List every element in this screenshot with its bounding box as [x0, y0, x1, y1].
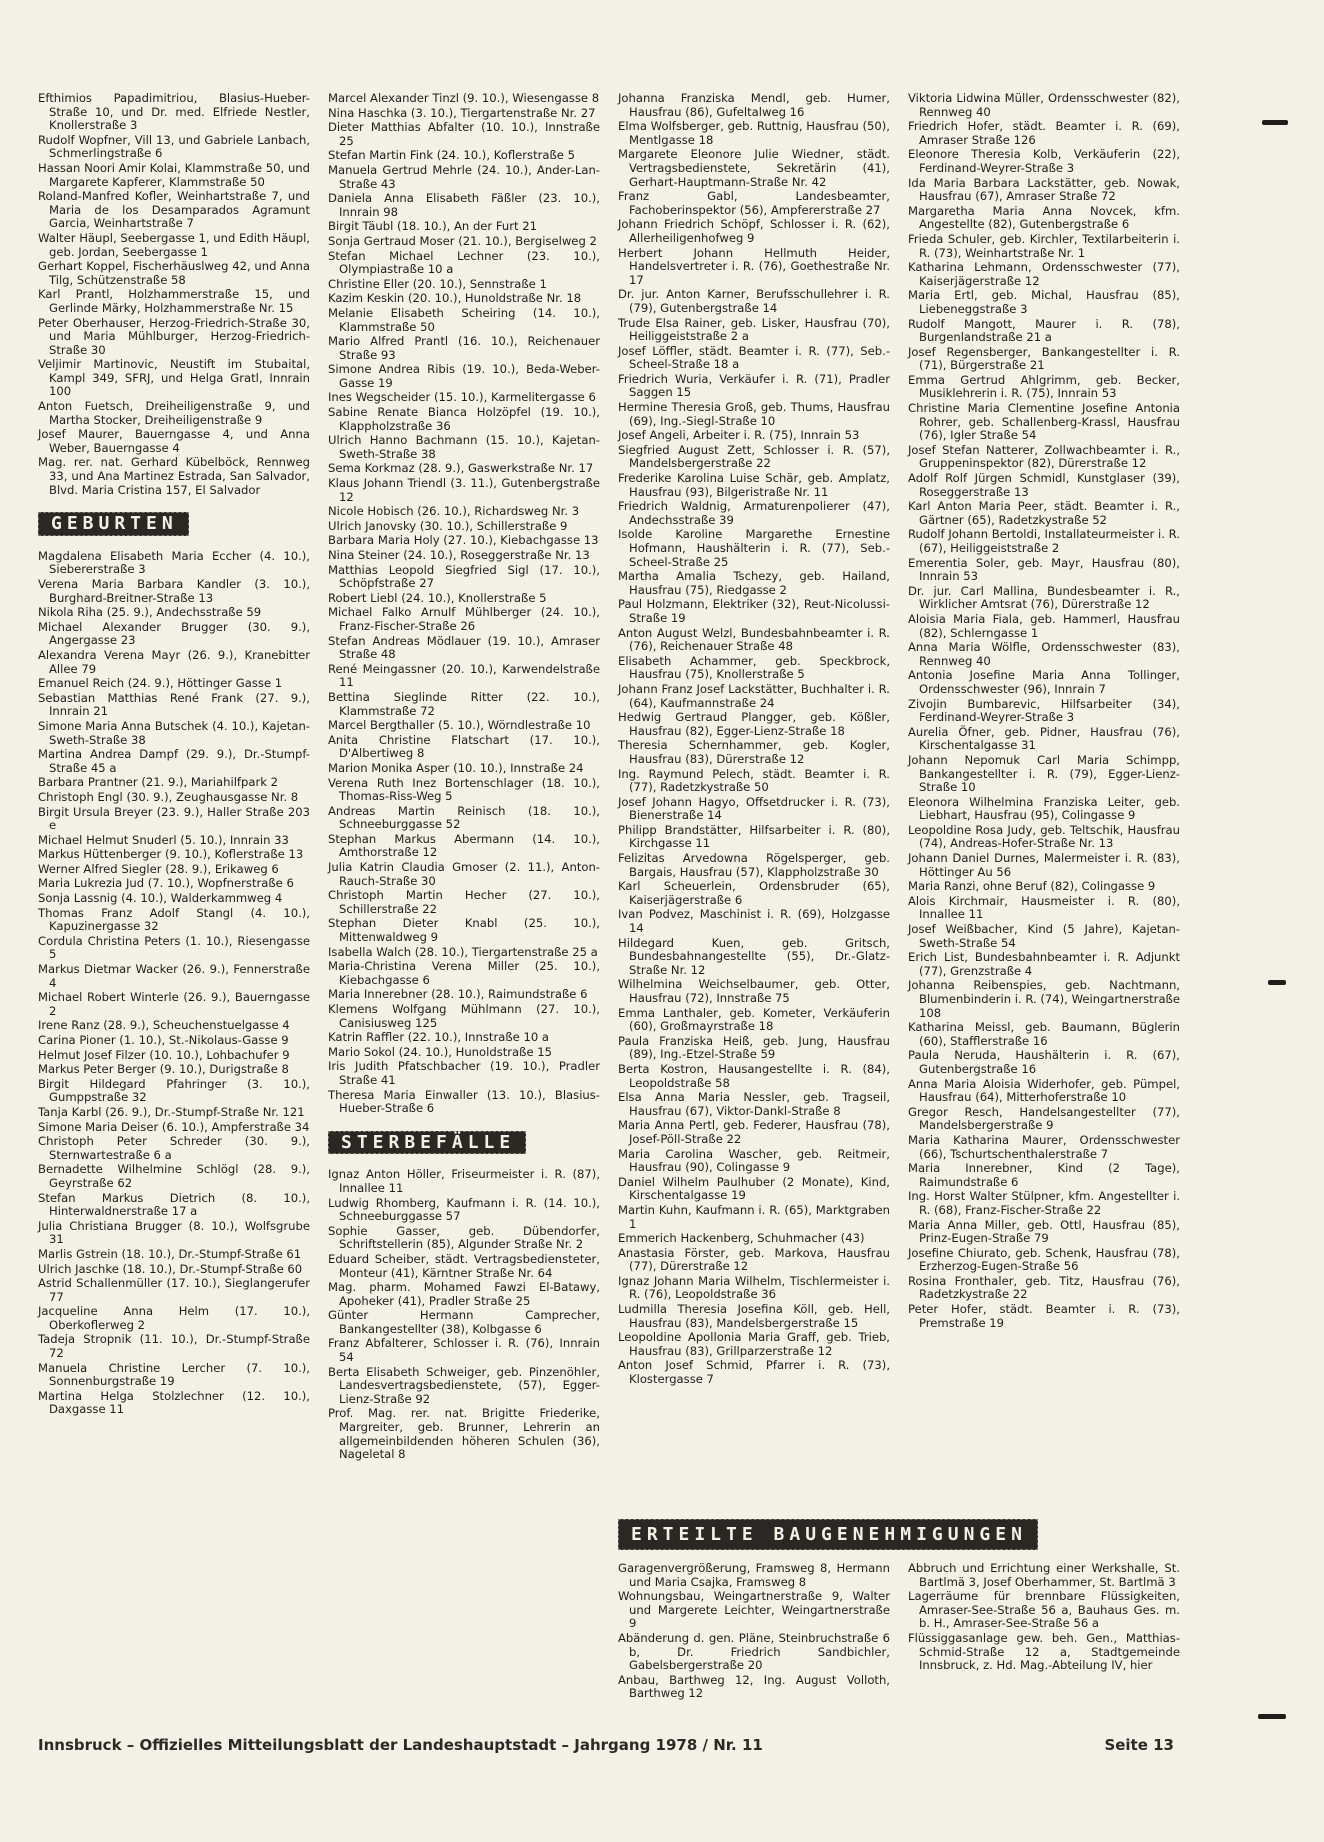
list-entry: Maria Innerebner (28. 10.), Raimundstraße 6: [328, 987, 588, 1002]
list-entry: Leopoldine Rosa Judy, geb. Teltschik, Hausfrau (74), Andreas-Hofer-Straße Nr. 13: [908, 822, 1180, 851]
list-entry: Dr. jur. Carl Mallina, Bundesbeamter i. R., Wirklicher Amtsrat (76), Dürerstraße 12: [908, 583, 1180, 612]
list-entry: Viktoria Lidwina Müller, Ordensschwester (82), Rennweg 40: [908, 91, 1180, 119]
list-entry: Johann Daniel Durnes, Malermeister i. R. (83), Höttinger Au 56: [908, 851, 1180, 879]
list-entry: Melanie Elisabeth Scheiring (14. 10.), Klammstraße 50: [328, 305, 600, 334]
list-entry: Mario Alfred Prantl (16. 10.), Reichenauer Straße 93: [328, 334, 600, 362]
list-entry: Christoph Peter Schreder (30. 9.), Sternwartestraße 6 a: [38, 1134, 310, 1162]
list-entry: Margaretha Maria Anna Novcek, kfm. Angestellte (82), Gutenbergstraße 6: [908, 203, 1180, 232]
list-entry: Mario Sokol (24. 10.), Hunoldstraße 15: [328, 1044, 553, 1059]
list-entry: Friedrich Wuria, Verkäufer i. R. (71), Pradler Saggen 15: [618, 371, 890, 400]
list-entry: Markus Peter Berger (9. 10.), Durigstraße 8: [38, 1062, 289, 1077]
list-entry: Theresia Schernhammer, geb. Kogler, Hausfrau (83), Dürerstraße 12: [618, 738, 890, 766]
births-heading: GEBURTEN: [38, 512, 189, 536]
deaths-list-continued-2: [908, 92, 1180, 1330]
list-entry: Johann Nepomuk Carl Maria Schimpp, Bankangestellter i. R. (79), Egger-Lienz-Straße 10: [908, 752, 1180, 795]
list-entry: Anton August Welzl, Bundesbahnbeamter i. R. (76), Reichenauer Straße 48: [618, 625, 890, 654]
list-entry: Irene Ranz (28. 9.), Scheuchenstuelgasse 4: [38, 1018, 290, 1033]
list-entry: Emma Lanthaler, geb. Kometer, Verkäuferin (60), Großmayrstraße 18: [618, 1005, 890, 1034]
list-entry: Maria Ertl, geb. Michal, Hausfrau (85), Liebeneggstraße 3: [908, 288, 1180, 316]
list-entry: Hildegard Kuen, geb. Gritsch, Bundesbahnangestellte (55), Dr.-Glatz-Straße Nr. 12: [618, 935, 890, 977]
list-entry: Anton Fuetsch, Dreiheiligenstraße 9, und Martha Stocker, Dreiheiligenstraße 9: [38, 399, 310, 427]
list-entry: Tadeja Stropnik (11. 10.), Dr.-Stumpf-Straße 72: [38, 1332, 310, 1361]
list-entry: Barbara Maria Holy (27. 10.), Kiebachgasse 13: [328, 533, 599, 548]
column-1: [38, 92, 310, 1418]
list-entry: Marion Monika Asper (10. 10.), Innstraße 24: [328, 760, 584, 775]
list-entry: Simone Maria Anna Butschek (4. 10.), Kajetan-Sweth-Straße 38: [38, 718, 310, 747]
list-entry: Eleonora Wilhelmina Franziska Leiter, geb. Liebhart, Hausfrau (95), Colingasse 9: [908, 794, 1180, 823]
list-entry: Mag. rer. nat. Gerhard Kübelböck, Rennweg 33, und Ana Martinez Estrada, San Salvador, Blvd. Maria Cristina 157, El Salvador: [38, 455, 310, 497]
list-entry: Daniela Anna Elisabeth Fäßler (23. 10.), Innrain 98: [328, 191, 600, 219]
list-entry: Marcel Alexander Tinzl (9. 10.), Wiesengasse 8: [328, 91, 600, 105]
list-entry: Werner Alfred Siegler (28. 9.), Erikaweg 6: [38, 861, 279, 876]
list-entry: Nicole Hobisch (26. 10.), Richardsweg Nr. 3: [328, 504, 580, 519]
list-entry: Birgit Hildegard Pfahringer (3. 10.), Gumppstraße 32: [38, 1076, 310, 1105]
page-footer: [38, 1736, 1174, 1754]
list-entry: Wohnungsbau, Weingartnerstraße 9, Walter und Margerete Leichter, Weingartnerstraße 9: [618, 1589, 890, 1631]
list-entry: Bettina Sieglinde Ritter (22. 10.), Klammstraße 72: [328, 689, 600, 718]
list-entry: Garagenvergrößerung, Framsweg 8, Hermann und Maria Csajka, Framsweg 8: [618, 1561, 890, 1589]
list-entry: Hedwig Gertraud Plangger, geb. Kößler, Hausfrau (82), Egger-Lienz-Straße 18: [618, 710, 890, 738]
list-entry: Robert Liebl (24. 10.), Knollerstraße 5: [328, 590, 547, 605]
list-entry: Ignaz Anton Höller, Friseurmeister i. R. (87), Innallee 11: [328, 1167, 600, 1195]
list-entry: Gregor Resch, Handelsangestellter (77), Mandelsbergerstraße 9: [908, 1104, 1180, 1133]
list-entry: Roland-Manfred Kofler, Weinhartstraße 7, und Maria de los Desamparados Agramunt Garcia, Weinhartstraße 7: [38, 189, 310, 231]
list-entry: Dr. jur. Anton Karner, Berufsschullehrer i. R. (79), Gutenbergstraße 14: [618, 287, 890, 315]
list-entry: Verena Ruth Inez Bortenschlager (18. 10.), Thomas-Riss-Weg 5: [328, 775, 600, 804]
list-entry: Katrin Raffler (22. 10.), Innstraße 10 a: [328, 1030, 549, 1045]
list-entry: Bernadette Wilhelmine Schlögl (28. 9.), Geyrstraße 62: [38, 1162, 310, 1190]
list-entry: Karl Anton Maria Peer, städt. Beamter i. R., Gärtner (65), Radetzkystraße 52: [908, 499, 1180, 527]
marriage-list: [38, 92, 310, 497]
list-entry: Eduard Scheiber, städt. Vertragsbediensteter, Monteur (41), Kärntner Straße Nr. 64: [328, 1251, 600, 1280]
column-3: [618, 92, 890, 1388]
list-entry: Rudolf Wopfner, Vill 13, und Gabriele Lanbach, Schmerlingstraße 6: [38, 132, 310, 161]
list-entry: Michael Robert Winterle (26. 9.), Bauerngasse 2: [38, 990, 310, 1018]
list-entry: Markus Hüttenberger (9. 10.), Koflerstraße 13: [38, 847, 304, 862]
list-entry: Ing. Horst Walter Stülpner, kfm. Angestellter i. R. (68), Franz-Fischer-Straße 22: [908, 1189, 1180, 1217]
list-entry: Marlis Gstrein (18. 10.), Dr.-Stumpf-Straße 61: [38, 1246, 302, 1261]
permits-column-2: [908, 1562, 1180, 1674]
list-entry: Ulrich Hanno Bachmann (15. 10.), Kajetan-Sweth-Straße 38: [328, 433, 600, 461]
list-entry: Stefan Markus Dietrich (8. 10.), Hinterwaldnerstraße 17 a: [38, 1190, 310, 1219]
list-entry: Klaus Johann Triendl (3. 11.), Gutenbergstraße 12: [328, 476, 600, 504]
list-entry: Ludmilla Theresia Josefina Köll, geb. Hell, Hausfrau (83), Mandelsbergerstraße 15: [618, 1302, 890, 1330]
list-entry: Efthimios Papadimitriou, Blasius-Hueber-Straße 10, und Dr. med. Elfriede Nestler, Knollerstraße 3: [38, 91, 310, 133]
list-entry: Johann Friedrich Schöpf, Schlosser i. R. (62), Allerheiligenhofweg 9: [618, 217, 890, 245]
list-entry: Verena Maria Barbara Kandler (3. 10.), Burghard-Breitner-Straße 13: [38, 577, 310, 605]
list-entry: Emanuel Reich (24. 9.), Höttinger Gasse 1: [38, 676, 283, 691]
list-entry: Christoph Engl (30. 9.), Zeughausgasse Nr. 8: [38, 789, 299, 804]
list-entry: Katharina Meissl, geb. Baumann, Büglerin (60), Stafflerstraße 16: [908, 1020, 1180, 1048]
list-entry: Erich List, Bundesbahnbeamter i. R. Adjunkt (77), Grenzstraße 4: [908, 950, 1180, 978]
deaths-heading: STERBEFÄLLE: [328, 1131, 526, 1155]
list-entry: Andreas Martin Reinisch (18. 10.), Schneeburggasse 52: [328, 803, 600, 832]
list-entry: Abbruch und Errichtung einer Werkshalle, St. Bartlmä 3, Josef Oberhammer, St. Bartlmä 3: [908, 1561, 1180, 1589]
list-entry: Maria Katharina Maurer, Ordensschwester (66), Tschurtschenthalerstraße 7: [908, 1132, 1180, 1161]
list-entry: Ines Wegscheider (15. 10.), Karmelitergasse 6: [328, 390, 596, 405]
list-entry: Franz Gabl, Landesbeamter, Fachoberinspektor (56), Ampfererstraße 27: [618, 189, 890, 217]
deaths-list: [328, 1168, 600, 1461]
scan-mark: [1268, 980, 1286, 985]
publication-line: Innsbruck – Offizielles Mitteilungsblatt der Landeshauptstadt – Jahrgang 1978 / Nr. 11: [38, 1736, 763, 1754]
list-entry: Elisabeth Achammer, geb. Speckbrock, Hausfrau (75), Knollerstraße 5: [618, 653, 890, 682]
list-entry: Aloisia Maria Fiala, geb. Hammerl, Hausfrau (82), Schlerngasse 1: [908, 611, 1180, 640]
list-entry: Josefine Chiurato, geb. Schenk, Hausfrau (78), Erzherzog-Eugen-Straße 56: [908, 1245, 1180, 1274]
list-entry: Ludwig Rhomberg, Kaufmann i. R. (14. 10.), Schneeburggasse 57: [328, 1195, 600, 1224]
list-entry: Martin Kuhn, Kaufmann i. R. (65), Marktgraben 1: [618, 1202, 890, 1231]
column-2: [328, 92, 600, 1463]
list-entry: Magdalena Elisabeth Maria Eccher (4. 10.), Siebererstraße 3: [38, 548, 310, 577]
list-entry: Elma Wolfsberger, geb. Ruttnig, Hausfrau (50), Mentlgasse 18: [618, 119, 890, 147]
list-entry: Michael Helmut Snuderl (5. 10.), Innrain 33: [38, 832, 289, 847]
list-entry: Herbert Johann Hellmuth Heider, Handelsvertreter i. R. (76), Goethestraße Nr. 17: [618, 245, 890, 287]
list-entry: Christine Eller (20. 10.), Sennstraße 1: [328, 276, 547, 291]
list-entry: Berta Elisabeth Schweiger, geb. Pinzenöhler, Landesvertragsbedienstete, (57), Egger-Lienz-Straße 92: [328, 1364, 600, 1406]
list-entry: Ida Maria Barbara Lackstätter, geb. Nowak, Hausfrau (67), Amraser Straße 72: [908, 175, 1180, 204]
list-entry: Josef Löffler, städt. Beamter i. R. (77), Seb.-Scheel-Straße 18 a: [618, 343, 890, 372]
permits-column-1: [618, 1562, 890, 1702]
list-entry: Anton Josef Schmid, Pfarrer i. R. (73), Klostergasse 7: [618, 1358, 890, 1387]
permits-heading: ERTEILTE BAUGENEHMIGUNGEN: [618, 1519, 1038, 1550]
list-entry: Friedrich Waldnig, Armaturenpolierer (47), Andechsstraße 39: [618, 499, 890, 527]
list-entry: Nina Haschka (3. 10.), Tiergartenstraße Nr. 27: [328, 105, 596, 120]
list-entry: Julia Christiana Brugger (8. 10.), Wolfsgrube 31: [38, 1218, 310, 1247]
list-entry: Dieter Matthias Abfalter (10. 10.), Innstraße 25: [328, 120, 600, 148]
list-entry: Trude Elsa Rainer, geb. Lisker, Hausfrau (70), Heiliggeiststraße 2 a: [618, 315, 890, 344]
list-entry: Rudolf Mangott, Maurer i. R. (78), Burgenlandstraße 21 a: [908, 316, 1180, 345]
list-entry: Stephan Markus Abermann (14. 10.), Amthorstraße 12: [328, 831, 600, 860]
list-entry: Matthias Leopold Siegfried Sigl (17. 10.), Schöpfstraße 27: [328, 562, 600, 591]
list-entry: Peter Oberhauser, Herzog-Friedrich-Straße 30, und Maria Mühlburger, Herzog-Friedrich-Straße 30: [38, 315, 310, 357]
list-entry: Frederike Karolina Luise Schär, geb. Amplatz, Hausfrau (93), Bilgeristraße Nr. 11: [618, 471, 890, 499]
list-entry: Maria Carolina Wascher, geb. Reitmeir, Hausfrau (90), Colingasse 9: [618, 1146, 890, 1175]
list-entry: Antonia Josefine Maria Anna Tollinger, Ordensschwester (96), Innrain 7: [908, 668, 1180, 696]
births-list-continued: [328, 92, 600, 1116]
list-entry: Josef Johann Hagyo, Offsetdrucker i. R. (73), Bienerstraße 14: [618, 794, 890, 823]
list-entry: Frieda Schuler, geb. Kirchler, Textilarbeiterin i. R. (73), Weinhartstraße Nr. 1: [908, 231, 1180, 260]
list-entry: Cordula Christina Peters (1. 10.), Riesengasse 5: [38, 933, 310, 962]
page-number: Seite 13: [1104, 1736, 1174, 1754]
list-entry: Julia Katrin Claudia Gmoser (2. 11.), Anton-Rauch-Straße 30: [328, 860, 600, 888]
list-entry: Josef Angeli, Arbeiter i. R. (75), Innrain 53: [618, 428, 860, 443]
list-entry: Friedrich Hofer, städt. Beamter i. R. (69), Amraser Straße 126: [908, 119, 1180, 147]
list-entry: Flüssiggasanlage gew. beh. Gen., Matthias-Schmid-Straße 12 a, Stadtgemeinde Innsbruck, z. Hd. Mag.-Abteilung IV, hier: [908, 1630, 1180, 1673]
column-4: [908, 92, 1180, 1331]
list-entry: Iris Judith Pfatschbacher (19. 10.), Pradler Straße 41: [328, 1059, 600, 1087]
list-entry: Karl Prantl, Holzhammerstraße 15, und Gerlinde Märky, Holzhammerstraße Nr. 15: [38, 287, 310, 315]
list-entry: Michael Falko Arnulf Mühlberger (24. 10.), Franz-Fischer-Straße 26: [328, 605, 600, 633]
list-entry: Josef Stefan Natterer, Zollwachbeamter i. R., Gruppeninspektor (82), Dürerstraße 12: [908, 442, 1180, 471]
deaths-list-continued: [618, 92, 890, 1387]
list-entry: Abänderung d. gen. Pläne, Steinbruchstraße 6 b, Dr. Friedrich Sandbichler, Gabelsbergerstraße 20: [618, 1630, 890, 1673]
list-entry: Aurelia Öfner, geb. Pidner, Hausfrau (76), Kirschentalgasse 31: [908, 724, 1180, 753]
list-entry: Gerhart Koppel, Fischerhäuslweg 42, und Anna Tilg, Schützenstraße 58: [38, 259, 310, 287]
list-entry: Adolf Rolf Jürgen Schmidl, Kunstglaser (39), Roseggerstraße 13: [908, 471, 1180, 499]
list-entry: Anna Maria Aloisia Widerhofer, geb. Pümpel, Hausfrau (64), Mitterhoferstraße 10: [908, 1076, 1180, 1105]
list-entry: Theresa Maria Einwaller (13. 10.), Blasius-Hueber-Straße 6: [328, 1087, 600, 1116]
list-entry: Lagerräume für brennbare Flüssigkeiten, Amraser-See-Straße 56 a, Bauhaus Ges. m. b. H., Amraser-See-Straße 56 a: [908, 1589, 1180, 1631]
scan-mark: [1258, 1714, 1286, 1719]
list-entry: Maria-Christina Verena Miller (25. 10.), Kiebachgasse 6: [328, 959, 600, 987]
list-entry: Veljimir Martinovic, Neustift im Stubaital, Kampl 349, SFRJ, und Helga Gratl, Innrain 100: [38, 357, 310, 399]
list-entry: Kazim Keskin (20. 10.), Hunoldstraße Nr. 18: [328, 291, 582, 306]
list-entry: Jacqueline Anna Helm (17. 10.), Oberkoflerweg 2: [38, 1304, 310, 1332]
list-entry: Felizitas Arvedowna Rögelsperger, geb. Bargais, Hausfrau (57), Klappholzstraße 30: [618, 851, 890, 879]
list-entry: Ulrich Janovsky (30. 10.), Schillerstraße 9: [328, 518, 568, 533]
list-entry: Maria Ranzi, ohne Beruf (82), Colingasse 9: [908, 879, 1156, 894]
list-entry: Josef Regensberger, Bankangestellter i. R. (71), Bürgerstraße 21: [908, 344, 1180, 373]
list-entry: Ulrich Jaschke (18. 10.), Dr.-Stumpf-Straße 60: [38, 1261, 303, 1276]
list-entry: Stefan Andreas Mödlauer (19. 10.), Amraser Straße 48: [328, 633, 600, 662]
list-entry: Sonja Lassnig (4. 10.), Walderkammweg 4: [38, 891, 283, 906]
list-entry: Anbau, Barthweg 12, Ing. August Volloth, Barthweg 12: [618, 1672, 890, 1701]
list-entry: Helmut Josef Filzer (10. 10.), Lohbachufer 9: [38, 1047, 290, 1062]
list-entry: Maria Innerebner, Kind (2 Tage), Raimundstraße 6: [908, 1161, 1180, 1189]
list-entry: Thomas Franz Adolf Stangl (4. 10.), Kapuzinergasse 32: [38, 905, 310, 934]
list-entry: Ignaz Johann Maria Wilhelm, Tischlermeister i. R. (76), Leopoldstraße 36: [618, 1273, 890, 1302]
list-entry: Rosina Fronthaler, geb. Titz, Hausfrau (76), Radetzkystraße 22: [908, 1273, 1180, 1302]
list-entry: Marcel Bergthaller (5. 10.), Wörndlestraße 10: [328, 718, 591, 733]
list-entry: Nikola Riha (25. 9.), Andechsstraße 59: [38, 605, 262, 620]
list-entry: Anna Maria Wölfle, Ordensschwester (83), Rennweg 40: [908, 640, 1180, 668]
list-entry: Simone Andrea Ribis (19. 10.), Beda-Weber-Gasse 19: [328, 362, 600, 390]
list-entry: Mag. pharm. Mohamed Fawzi El-Batawy, Apoheker (41), Pradler Straße 25: [328, 1280, 600, 1308]
list-entry: Siegfried August Zett, Schlosser i. R. (57), Mandelsbergerstraße 22: [618, 442, 890, 471]
list-entry: Sophie Gasser, geb. Dübendorfer, Schriftstellerin (85), Algunder Straße Nr. 2: [328, 1223, 600, 1252]
list-entry: Leopoldine Apollonia Maria Graff, geb. Trieb, Hausfrau (83), Grillparzerstraße 12: [618, 1330, 890, 1358]
scan-mark: [1262, 120, 1288, 125]
list-entry: Sabine Renate Bianca Holzöpfel (19. 10.), Klappholzstraße 36: [328, 405, 600, 433]
list-entry: Stefan Michael Lechner (23. 10.), Olympiastraße 10 a: [328, 248, 600, 277]
list-entry: Simone Maria Deiser (6. 10.), Ampferstraße 34: [38, 1119, 310, 1134]
list-entry: Prof. Mag. rer. nat. Brigitte Friederike, Margreiter, geb. Brunner, Lehrerin an allgemeinbildenden höheren Schulen (36), Nageletal 8: [328, 1406, 600, 1462]
list-entry: Paula Franziska Heiß, geb. Jung, Hausfrau (89), Ing.-Etzel-Straße 59: [618, 1033, 890, 1062]
list-entry: Maria Anna Pertl, geb. Federer, Hausfrau (78), Josef-Pöll-Straße 22: [618, 1118, 890, 1146]
list-entry: Margarete Eleonore Julie Wiedner, städt. Vertragsbedienstete, Sekretärin (41), Gerhart-Hauptmann-Straße Nr. 42: [618, 147, 890, 189]
list-entry: Martha Amalia Tschezy, geb. Hailand, Hausfrau (75), Riedgasse 2: [618, 569, 890, 597]
list-entry: Astrid Schallenmüller (17. 10.), Sieglangerufer 77: [38, 1276, 310, 1304]
list-entry: Johann Franz Josef Lackstätter, Buchhalter i. R. (64), Kaufmannstraße 24: [618, 681, 890, 710]
list-entry: Franz Abfalterer, Schlosser i. R. (76), Innrain 54: [328, 1336, 600, 1365]
list-entry: Alexandra Verena Mayr (26. 9.), Kranebitter Allee 79: [38, 647, 310, 676]
list-entry: Katharina Lehmann, Ordensschwester (77), Kaiserjägerstraße 12: [908, 260, 1180, 288]
list-entry: Manuela Gertrud Mehrle (24. 10.), Ander-Lan-Straße 43: [328, 162, 600, 191]
list-entry: Wilhelmina Weichselbaumer, geb. Otter, Hausfrau (72), Innstraße 75: [618, 977, 890, 1005]
births-list: [38, 550, 310, 1417]
list-entry: Martina Helga Stolzlechner (12. 10.), Daxgasse 11: [38, 1388, 310, 1417]
list-entry: Karl Scheuerlein, Ordensbruder (65), Kaiserjägerstraße 6: [618, 879, 890, 907]
list-entry: Josef Maurer, Bauerngasse 4, und Anna Weber, Bauerngasse 4: [38, 427, 310, 455]
list-entry: Emerentia Soler, geb. Mayr, Hausfrau (80), Innrain 53: [908, 555, 1180, 584]
list-entry: Martina Andrea Dampf (29. 9.), Dr.-Stumpf-Straße 45 a: [38, 747, 310, 775]
list-entry: Berta Kostron, Hausangestellte i. R. (84), Leopoldstraße 58: [618, 1061, 890, 1090]
list-entry: Sebastian Matthias René Frank (27. 9.), Innrain 21: [38, 690, 310, 719]
list-entry: Tanja Karbl (26. 9.), Dr.-Stumpf-Straße Nr. 121: [38, 1104, 305, 1119]
list-entry: Klemens Wolfgang Mühlmann (27. 10.), Canisiusweg 125: [328, 1002, 600, 1030]
list-entry: Emma Gertrud Ahlgrimm, geb. Becker, Musiklehrerin i. R. (75), Innrain 53: [908, 372, 1180, 401]
list-entry: Birgit Ursula Breyer (23. 9.), Haller Straße 203 e: [38, 804, 310, 833]
list-entry: Eleonore Theresia Kolb, Verkäuferin (22), Ferdinand-Weyrer-Straße 3: [908, 147, 1180, 175]
list-entry: Elsa Anna Maria Nessler, geb. Tragseil, Hausfrau (67), Viktor-Dankl-Straße 8: [618, 1090, 890, 1118]
list-entry: Paul Holzmann, Elektriker (32), Reut-Nicolussi-Straße 19: [618, 597, 890, 625]
list-entry: Barbara Prantner (21. 9.), Mariahilfpark 2: [38, 775, 279, 790]
list-entry: Rudolf Johann Bertoldi, Installateurmeister i. R. (67), Heiliggeiststraße 2: [908, 527, 1180, 555]
list-entry: Johanna Reibenspies, geb. Nachtmann, Blumenbinderin i. R. (74), Weingartnerstraße 108: [908, 978, 1180, 1020]
list-entry: Paula Neruda, Haushälterin i. R. (67), Gutenbergstraße 16: [908, 1048, 1180, 1076]
list-entry: Hermine Theresia Groß, geb. Thums, Hausfrau (69), Ing.-Siegl-Straße 10: [618, 400, 890, 428]
list-entry: Günter Hermann Camprecher, Bankangestellter (38), Kolbgasse 6: [328, 1308, 600, 1336]
list-entry: Josef Weißbacher, Kind (5 Jahre), Kajetan-Sweth-Straße 54: [908, 922, 1180, 950]
list-entry: Daniel Wilhelm Paulhuber (2 Monate), Kind, Kirschentalgasse 19: [618, 1174, 890, 1203]
list-entry: Birgit Täubl (18. 10.), An der Furt 21: [328, 219, 538, 234]
list-entry: Isolde Karoline Margarethe Ernestine Hofmann, Haushälterin i. R. (77), Seb.-Scheel-Straße 25: [618, 527, 890, 569]
list-entry: Philipp Brandstätter, Hilfsarbeiter i. R. (80), Kirchgasse 11: [618, 822, 890, 851]
list-entry: Sema Korkmaz (28. 9.), Gaswerkstraße Nr. 17: [328, 461, 594, 476]
list-entry: Stephan Dieter Knabl (25. 10.), Mittenwaldweg 9: [328, 916, 600, 945]
list-entry: Manuela Christine Lercher (7. 10.), Sonnenburgstraße 19: [38, 1360, 310, 1389]
list-entry: Zivojin Bumbarevic, Hilfsarbeiter (34), Ferdinand-Weyrer-Straße 3: [908, 696, 1180, 725]
list-entry: Hassan Noori Amir Kolai, Klammstraße 50, und Margarete Kapferer, Klammstraße 50: [38, 160, 310, 189]
list-entry: Johanna Franziska Mendl, geb. Humer, Hausfrau (86), Gufeltalweg 16: [618, 91, 890, 119]
list-entry: Stefan Martin Fink (24. 10.), Koflerstraße 5: [328, 148, 575, 163]
list-entry: Ing. Raymund Pelech, städt. Beamter i. R. (77), Radetzkystraße 50: [618, 766, 890, 795]
list-entry: Alois Kirchmair, Hausmeister i. R. (80), Innallee 11: [908, 893, 1180, 922]
list-entry: Maria Lukrezia Jud (7. 10.), Wopfnerstraße 6: [38, 876, 294, 891]
list-entry: Walter Häupl, Seebergasse 1, und Edith Häupl, geb. Jordan, Seebergasse 1: [38, 230, 310, 259]
list-entry: Christine Maria Clementine Josefine Antonia Rohrer, geb. Schallenberg-Krassl, Hausfrau (76), Igler Straße 54: [908, 401, 1180, 443]
list-entry: Maria Anna Miller, geb. Ottl, Hausfrau (85), Prinz-Eugen-Straße 79: [908, 1217, 1180, 1246]
list-entry: Anastasia Förster, geb. Markova, Hausfrau (77), Dürerstraße 12: [618, 1245, 890, 1274]
list-entry: Emmerich Hackenberg, Schuhmacher (43): [618, 1231, 865, 1246]
list-entry: Isabella Walch (28. 10.), Tiergartenstraße 25 a: [328, 944, 598, 959]
list-entry: Markus Dietmar Wacker (26. 9.), Fennerstraße 4: [38, 962, 310, 990]
list-entry: Nina Steiner (24. 10.), Roseggerstraße Nr. 13: [328, 548, 590, 562]
list-entry: Ivan Podvez, Maschinist i. R. (69), Holzgasse 14: [618, 907, 890, 936]
list-entry: Christoph Martin Hecher (27. 10.), Schillerstraße 22: [328, 888, 600, 916]
list-entry: Carina Pioner (1. 10.), St.-Nikolaus-Gasse 9: [38, 1033, 289, 1047]
list-entry: Anita Christine Flatschart (17. 10.), D'Albertiweg 8: [328, 732, 600, 761]
list-entry: Michael Alexander Brugger (30. 9.), Angergasse 23: [38, 619, 310, 648]
list-entry: Sonja Gertraud Moser (21. 10.), Bergiselweg 2: [328, 233, 597, 248]
list-entry: Peter Hofer, städt. Beamter i. R. (73), Premstraße 19: [908, 1302, 1180, 1330]
list-entry: René Meingassner (20. 10.), Karwendelstraße 11: [328, 661, 600, 690]
